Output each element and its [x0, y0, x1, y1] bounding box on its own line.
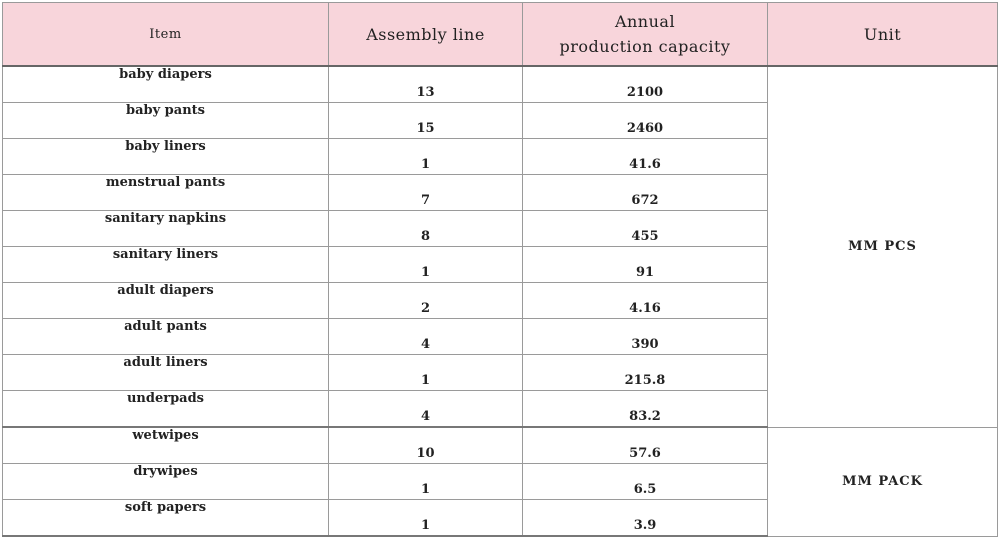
- item-cell: baby diapers: [3, 66, 329, 103]
- capacity-cell: 91: [523, 247, 768, 283]
- assembly-line-cell: 1: [329, 247, 523, 283]
- table-row: [3, 427, 998, 464]
- item-cell: drywipes: [3, 464, 329, 500]
- capacity-cell: 4.16: [523, 283, 768, 319]
- header-assembly-line: Assembly line: [329, 3, 523, 67]
- capacity-cell: 2100: [523, 66, 768, 103]
- assembly-line-cell: 1: [329, 464, 523, 500]
- capacity-cell: 83.2: [523, 391, 768, 428]
- capacity-cell: 57.6: [523, 427, 768, 464]
- capacity-cell: 455: [523, 211, 768, 247]
- header-annual-capacity: [523, 3, 768, 67]
- item-cell: adult liners: [3, 355, 329, 391]
- assembly-line-cell: 4: [329, 319, 523, 355]
- production-capacity-table: [2, 2, 998, 537]
- item-cell: wetwipes: [3, 427, 329, 464]
- capacity-cell: 215.8: [523, 355, 768, 391]
- item-cell: soft papers: [3, 500, 329, 537]
- unit-cell-pack: MM PACK: [768, 427, 998, 536]
- table-row: [3, 66, 998, 103]
- item-cell: adult diapers: [3, 283, 329, 319]
- capacity-cell: 672: [523, 175, 768, 211]
- capacity-cell: 41.6: [523, 139, 768, 175]
- capacity-cell: 3.9: [523, 500, 768, 537]
- assembly-line-cell: 4: [329, 391, 523, 428]
- assembly-line-cell: 15: [329, 103, 523, 139]
- item-cell: underpads: [3, 391, 329, 428]
- item-cell: baby liners: [3, 139, 329, 175]
- assembly-line-cell: 8: [329, 211, 523, 247]
- capacity-cell: 2460: [523, 103, 768, 139]
- capacity-cell: 390: [523, 319, 768, 355]
- capacity-cell: 6.5: [523, 464, 768, 500]
- assembly-line-cell: 1: [329, 500, 523, 537]
- assembly-line-cell: 13: [329, 66, 523, 103]
- table-body: [3, 66, 998, 536]
- header-capacity-line2: production capacity: [559, 37, 731, 56]
- item-cell: sanitary napkins: [3, 211, 329, 247]
- assembly-line-cell: 10: [329, 427, 523, 464]
- assembly-line-cell: 7: [329, 175, 523, 211]
- item-cell: sanitary liners: [3, 247, 329, 283]
- header-unit: Unit: [768, 3, 998, 67]
- header-item: Item: [3, 3, 329, 67]
- item-cell: baby pants: [3, 103, 329, 139]
- assembly-line-cell: 1: [329, 355, 523, 391]
- assembly-line-cell: 1: [329, 139, 523, 175]
- header-capacity-line1: Annual: [614, 12, 676, 31]
- assembly-line-cell: 2: [329, 283, 523, 319]
- unit-cell-pcs: MM PCS: [768, 66, 998, 427]
- item-cell: menstrual pants: [3, 175, 329, 211]
- table-header: [3, 3, 998, 67]
- header-row: [3, 3, 998, 67]
- item-cell: adult pants: [3, 319, 329, 355]
